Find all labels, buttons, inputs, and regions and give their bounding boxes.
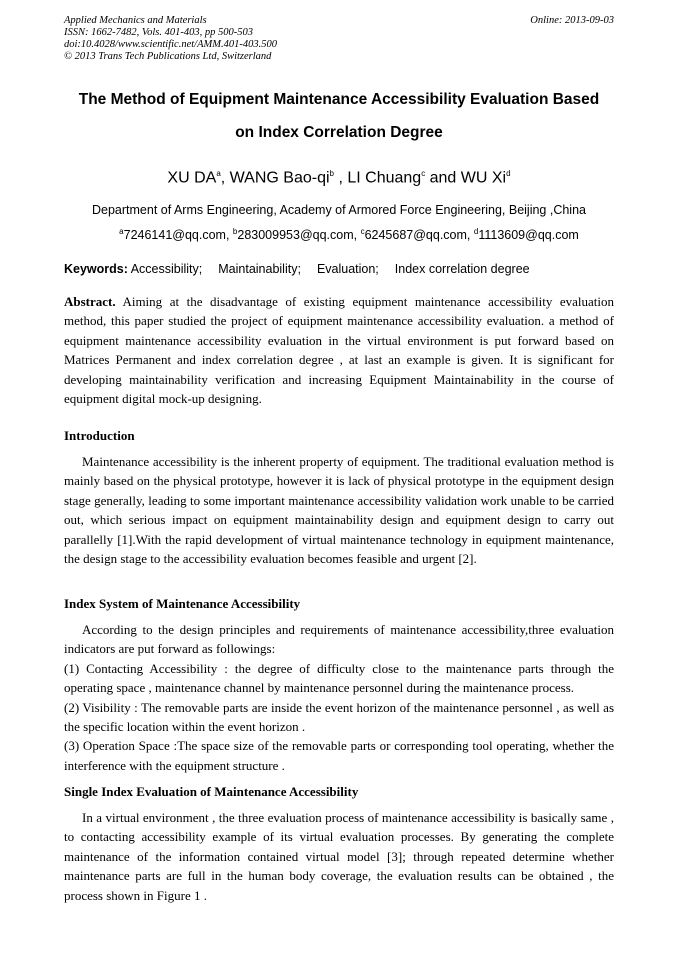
title-line-2: on Index Correlation Degree: [235, 124, 443, 141]
paragraph: In a virtual environment , the three evaluation process of maintenance accessibility is basically same , to contacting accessibility example of its virtual evaluation processes. By generating the complete maintenance of the information contained virtual model [3]; through repeated determine whether maintenance parts are full in the human body coverage, the evaluation results can be obtained , the process shown in Figure 1 .: [64, 810, 614, 903]
email-sup: d: [473, 227, 479, 236]
section-body: [64, 808, 614, 905]
author-sup: c: [421, 169, 426, 178]
author-name: XU DA: [167, 169, 217, 187]
keywords-label: Keywords:: [64, 262, 128, 276]
paragraph: Maintenance accessibility is the inherent property of equipment. The traditional evaluation method is mainly based on the physical prototype, however it is lack of physical prototype in the equipment design stage generally, leading to some important maintenance accessibility validation work unable to be carried out, which serious impact on equipment maintainability design and equipment design to carry out parallelly [1].With the rapid development of virtual maintenance technology in equipment maintenance, the design stage to the accessibility evaluation becomes feasible and urgent [2].: [64, 454, 614, 567]
section-body: [64, 620, 614, 775]
paragraph: (1) Contacting Accessibility : the degree of difficulty close to the maintenance parts through the operating space , maintenance channel by maintenance personnel during the maintenance process.: [64, 660, 614, 696]
email-sup: c: [360, 227, 365, 236]
keywords: [64, 262, 546, 276]
online-date: Online: 2013-09-03: [530, 15, 614, 26]
abstract: [64, 292, 614, 408]
section-body: [64, 452, 614, 568]
email-sup: b: [232, 227, 238, 236]
affiliation: Department of Arms Engineering, Academy of Armored Force Engineering, Beijing ,China: [91, 203, 586, 217]
journal-name: Applied Mechanics and Materials: [64, 15, 207, 26]
author-sup: a: [216, 169, 221, 178]
author-sup: b: [329, 169, 334, 178]
keyword: Maintainability;: [218, 262, 301, 276]
email: 283009953@qq.com,: [237, 228, 361, 243]
keyword: Accessibility;: [130, 262, 203, 276]
author-name: WANG Bao-qi: [229, 169, 330, 187]
author-name: LI Chuang: [347, 169, 422, 187]
emails: [50, 227, 648, 242]
paragraph: (2) Visibility : The removable parts are inside the event horizon of the maintenance personnel , as well as the specific location within the event horizon .: [64, 699, 614, 735]
title-line-1: The Method of Equipment Maintenance Accessibility Evaluation Based: [78, 91, 600, 108]
email-sup: a: [119, 227, 124, 236]
email: 1113609@qq.com: [478, 228, 579, 243]
keyword: Index correlation degree: [394, 262, 530, 276]
issn: ISSN: 1662-7482, Vols. 401-403, pp 500-503: [64, 27, 253, 38]
doi: doi:10.4028/www.scientific.net/AMM.401-403.500: [64, 39, 277, 50]
author-sep: ,: [220, 169, 230, 187]
email: 6245687@qq.com,: [364, 228, 474, 243]
email: 7246141@qq.com,: [123, 228, 233, 243]
abstract-text: Aiming at the disadvantage of existing equipment maintenance accessibility evaluation method, this paper studied the project of equipment maintenance accessibility evaluation. a method of equipment maintenance accessibility evaluation in the virtual environment is put forward based on Matrices Permanent and index correlation degree , at last an example is given. It is significant for developing maintainability verification and increasing Equipment Maintainability in the course of equipment digital mock-up designing.: [64, 294, 614, 407]
section-heading: Index System of Maintenance Accessibility: [64, 596, 301, 611]
author-sep: ,: [334, 169, 348, 187]
abstract-label: Abstract.: [64, 294, 116, 309]
author-sup: d: [506, 169, 511, 178]
author-sep: and: [425, 169, 461, 187]
journal-header: [64, 15, 277, 63]
authors: [40, 169, 638, 187]
copyright: © 2013 Trans Tech Publications Ltd, Switzerland: [64, 51, 272, 62]
section-heading: Introduction: [64, 428, 135, 443]
paragraph: (3) Operation Space :The space size of the removable parts or corresponding tool operating, whether the interference with the equipment structure .: [64, 738, 614, 773]
author-name: WU Xi: [460, 169, 507, 187]
keyword: Evaluation;: [316, 262, 379, 276]
section-heading: Single Index Evaluation of Maintenance Accessibility: [64, 784, 359, 799]
paragraph: According to the design principles and requirements of maintenance accessibility,three evaluation indicators are put forward as followings:: [64, 622, 614, 657]
